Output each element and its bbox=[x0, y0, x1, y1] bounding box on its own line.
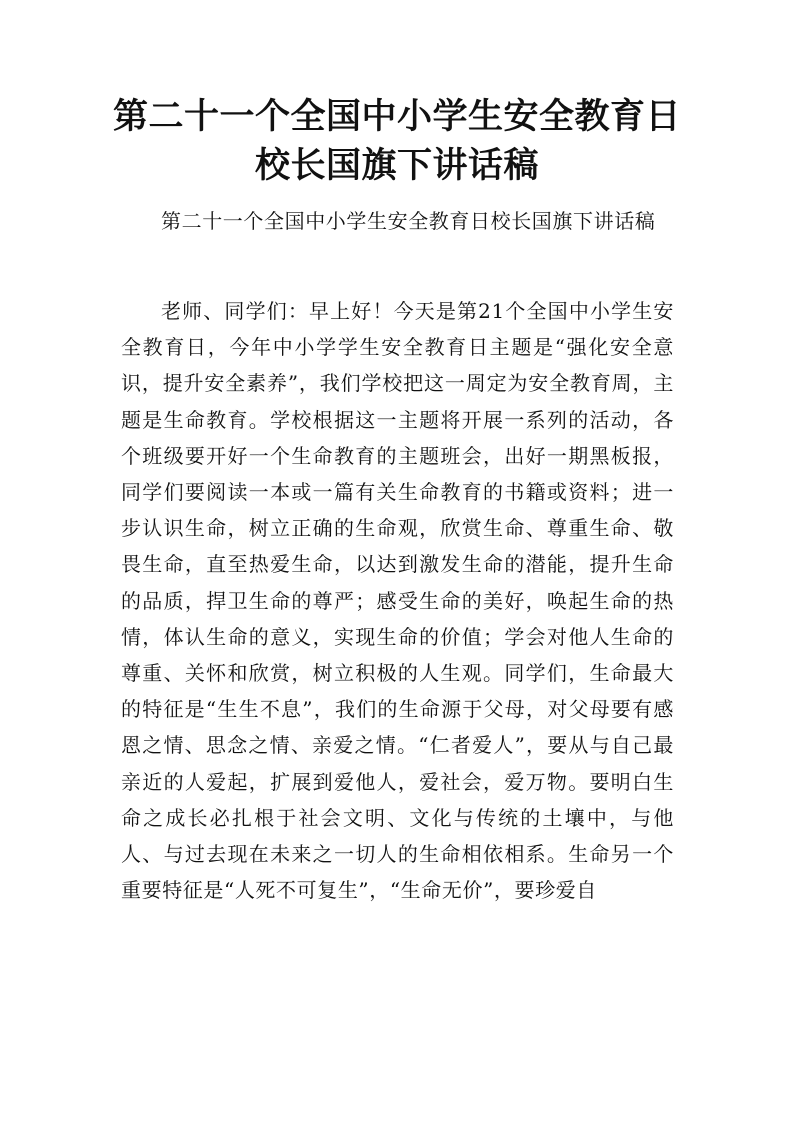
document-title: 第二十一个全国中小学生安全教育日校长国旗下讲话稿 bbox=[112, 96, 681, 186]
subtitle-paragraph: 第二十一个全国中小学生安全教育日校长国旗下讲话稿 bbox=[161, 209, 656, 233]
speech-paragraph: 老师、同学们：早上好！今天是第21个全国中小学生安全教育日，今年中小学学生安全教育日主题是“强化安全意识，提升安全素养”，我们学校把这一周定为安全教育周，主题是生命教育。学校根据这一主题将开展一系列的活动，各个班级要开好一个生命教育的主题班会，出好一期黑板报，同学们要阅读一本或一篇有关生命教育的书籍或资料；进一步认识生命，树立正确的生命观，欣赏生命、尊重生命、敬畏生命，直至热爱生命，以达到激发生命的潜能，提升生命的品质，捍卫生命的尊严；感受生命的美好，唤起生命的热情，体认生命的意义，实现生命的价值；学会对他人生命的尊重、关怀和欣赏，树立积极的人生观。同学们，生命最大的特征是“生生不息”，我们的生命源于父母，对父母要有感恩之情、思念之情、亲爱之情。“仁者爱人”，要从与自己最亲近的人爱起，扩展到爱他人，爱社会，爱万物。要明白生命之成长必扎根于社会文明、文化与传统的土壤中，与他人、与过去现在未来之一切人的生命相依相系。生命另一个重要特征是“人死不可复生”，“生命无价”，要珍爱自 bbox=[121, 299, 674, 903]
